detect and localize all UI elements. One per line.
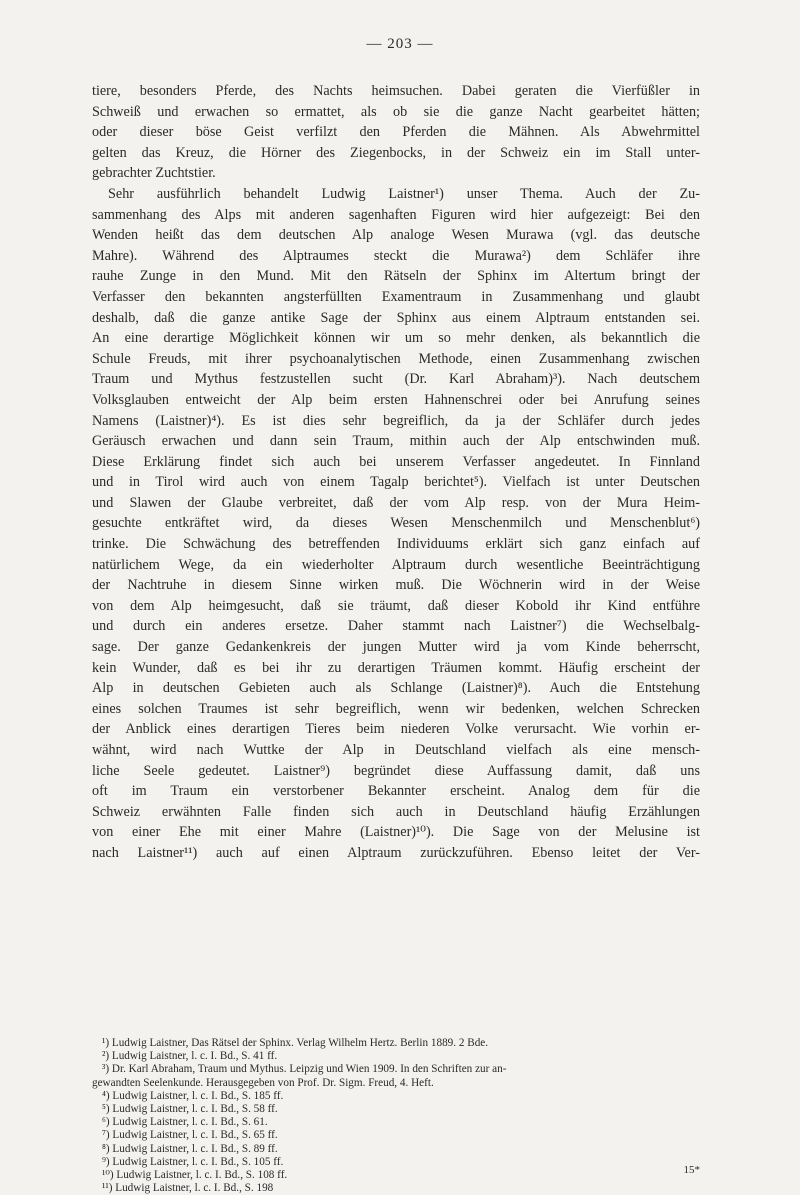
text-line: An eine derartige Möglichkeit können wir um so mehr denken, als bekanntlich die (92, 330, 700, 347)
text-line: Traum und Mythus festzustellen sucht (Dr. Karl Abraham)³). Nach deutschem (92, 371, 700, 388)
text-line: trinke. Die Schwächung des betreffenden Individuums erklärt sich ganz einfach auf (92, 536, 700, 553)
text-line: der Nachtruhe in diesem Sinne wirken muß. Die Wöchnerin wird in der Weise (92, 577, 700, 594)
text-line: eines solchen Traumes ist sehr begreiflich, wenn wir bedenken, welchen Schrecken (92, 700, 700, 717)
text-line: Sehr ausführlich behandelt Ludwig Laistner¹) unser Thema. Auch der Zu- (108, 185, 700, 202)
text-line: Volksglauben entweicht der Alp beim ersten Hahnenschrei oder bei Anrufung seines (92, 391, 700, 408)
text-line: Wenden heißt das dem deutschen Alp analoge Wesen Murawa (vgl. das deutsche (92, 227, 700, 244)
text-line: sage. Der ganze Gedankenkreis der jungen Mutter wird ja vom Kinde beherrscht, (92, 639, 700, 656)
text-line: rauhe Zunge in den Mund. Mit den Rätseln der Sphinx im Altertum bringt der (92, 268, 700, 285)
body-text (92, 81, 700, 864)
footnote: ⁴) Ludwig Laistner, l. c. I. Bd., S. 185 ff. (102, 1089, 284, 1102)
footnote: ⁶) Ludwig Laistner, l. c. I. Bd., S. 61. (102, 1116, 268, 1129)
text-line: natürlichem Wege, da ein wiederholter Alptraum durch wesentliche Beeinträchtigung (92, 556, 700, 573)
text-line: Namens (Laistner)⁴). Es ist dies sehr begreiflich, da ja der Schläfer durch jedes (92, 412, 700, 429)
footnote: ¹) Ludwig Laistner, Das Rätsel der Sphinx. Verlag Wilhelm Hertz. Berlin 1889. 2 Bde. (102, 1037, 489, 1049)
text-line: der Anblick eines derartigen Tieres beim niederen Volke verursacht. Wie vorhin er- (92, 721, 700, 738)
printer-signature: 15* (683, 1164, 700, 1176)
text-line: gebrachter Zuchtstier. (92, 165, 216, 182)
footnote: ⁵) Ludwig Laistner, l. c. I. Bd., S. 58 ff. (102, 1102, 278, 1115)
footnote: ⁸) Ludwig Laistner, l. c. I. Bd., S. 89 ff. (102, 1142, 278, 1155)
text-line: Schule Freuds, mit ihrer psychoanalytischen Methode, einen Zusammenhang zwischen (92, 350, 700, 367)
text-line: Verfasser den bekannten angsterfüllten Examentraum in Zusammenhang und glaubt (92, 288, 700, 305)
footnote: ²) Ludwig Laistner, l. c. I. Bd., S. 41 ff. (102, 1050, 278, 1063)
footnote: ⁹) Ludwig Laistner, l. c. I. Bd., S. 105 ff. (102, 1155, 284, 1168)
text-line: gelten das Kreuz, die Hörner des Ziegenbocks, in der Schweiz ein im Stall unter- (92, 144, 700, 161)
text-line: gesuchte entkräftet wird, da dieses Wesen Menschenmilch und Menschenblut⁶) (92, 515, 700, 532)
footnote: ¹⁰) Ludwig Laistner, l. c. I. Bd., S. 108 ff. (102, 1168, 288, 1181)
text-line: Diese Erklärung findet sich auch bei unserem Verfasser angedeutet. In Finnland (92, 453, 700, 470)
text-line: und durch ein anderes ersetze. Daher stammt nach Laistner⁷) die Wechselbalg- (92, 618, 700, 635)
footnote: ³) Dr. Karl Abraham, Traum und Mythus. Leipzig und Wien 1909. In den Schriften zur an- (102, 1063, 507, 1076)
text-line: deshalb, daß die ganze antike Sage der Sphinx aus einem Alptraum entstanden sei. (92, 309, 700, 326)
text-line: und in Tirol wird auch von einem Tagalp berichtet⁵). Vielfach ist unter Deutschen (92, 474, 700, 491)
text-line: von einer Ehe mit einer Mahre (Laistner)¹⁰). Die Sage von der Melusine ist (92, 824, 700, 841)
footnote: ⁷) Ludwig Laistner, l. c. I. Bd., S. 65 ff. (102, 1129, 278, 1142)
text-line: Mahre). Während des Alptraumes steckt die Murawa²) dem Schläfer ihre (92, 247, 700, 264)
text-line: nach Laistner¹¹) auch auf einen Alptraum zurückzuführen. Ebenso leitet der Ver- (92, 844, 700, 861)
text-line: Schweiz erwähnten Falle finden sich auch in Deutschland häufig Erzählungen (92, 803, 700, 820)
text-line: oder dieser böse Geist verfilzt den Pferden die Mähnen. Als Abwehrmittel (92, 124, 700, 141)
text-line: Geräusch erwachen und dann sein Traum, mithin auch der Alp entschwinden muß. (92, 433, 700, 450)
text-line: Alp in deutschen Gebieten auch als Schlange (Laistner)⁸). Auch die Entstehung (92, 680, 700, 697)
text-line: wähnt, wird nach Wuttke der Alp in Deutschland vielfach als eine mensch- (92, 742, 700, 758)
text-line: oft im Traum ein verstorbener Bekannter erscheint. Analog dem für die (92, 783, 700, 800)
text-line: sammenhang des Alps mit anderen sagenhaften Figuren wird hier aufgezeigt: Bei den (92, 206, 700, 223)
text-line: Schweiß und erwachen so ermattet, als ob sie die ganze Nacht gearbeitet hätten; (92, 103, 700, 120)
text-line: von dem Alp heimgesucht, daß sie träumt, daß dieser Kobold ihr Kind entführe (92, 597, 700, 614)
footnote: ¹¹) Ludwig Laistner, l. c. I. Bd., S. 198 (102, 1182, 274, 1195)
footnote-continuation: gewandten Seelenkunde. Herausgegeben von Prof. Dr. Sigm. Freud, 4. Heft. (92, 1076, 434, 1089)
page-number: — 203 — (366, 36, 434, 52)
footnotes (92, 1037, 700, 1195)
text-line: liche Seele gedeutet. Laistner⁹) begründet diese Auffassung damit, daß uns (92, 762, 700, 779)
text-line: tiere, besonders Pferde, des Nachts heimsuchen. Dabei geraten die Vierfüßler in (92, 83, 700, 99)
text-line: kein Wunder, daß es bei ihr zu derartigen Träumen kommt. Häufig erscheint der (92, 659, 700, 676)
text-line: und Slawen der Glaube verbreitet, daß der vom Alp resp. von der Mura Heim- (92, 494, 700, 511)
